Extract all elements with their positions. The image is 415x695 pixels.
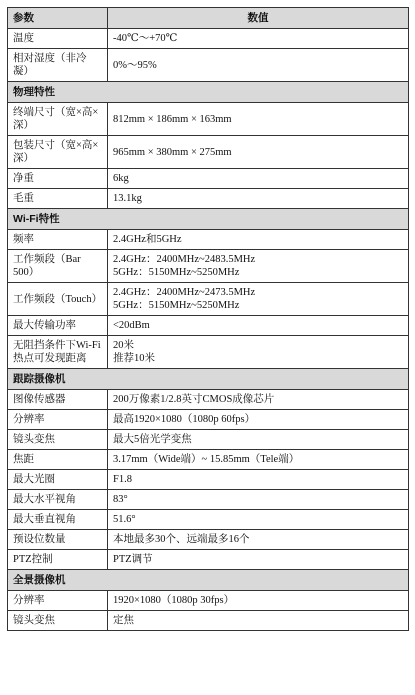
table-row: [8, 430, 409, 450]
table-row: [8, 591, 409, 611]
table-row: [8, 230, 409, 250]
row-value-line: 5GHz：5150MHz~5250MHz: [113, 300, 240, 311]
row-label: 频率: [8, 230, 108, 250]
row-label: 镜头变焦: [8, 430, 108, 450]
row-label: 最大水平视角: [8, 490, 108, 510]
row-value: [108, 283, 409, 316]
row-value: [108, 336, 409, 369]
row-value: 最大5倍光学变焦: [108, 430, 409, 450]
row-label: 净重: [8, 169, 108, 189]
row-label: 毛重: [8, 189, 108, 209]
table-row: [8, 336, 409, 369]
table-row: [8, 510, 409, 530]
section-row: [8, 209, 409, 230]
row-value-line: 2.4GHz：2400MHz~2483.5MHz: [113, 254, 256, 265]
row-label: 最大光圈: [8, 470, 108, 490]
row-value: 3.17mm（Wide端）~ 15.85mm（Tele端）: [108, 450, 409, 470]
row-label: 包装尺寸（宽×高×深）: [8, 136, 108, 169]
row-label: 温度: [8, 29, 108, 49]
row-label: 图像传感器: [8, 390, 108, 410]
row-value: F1.8: [108, 470, 409, 490]
section-title: 跟踪摄像机: [8, 369, 409, 390]
row-value: 6kg: [108, 169, 409, 189]
row-label: 焦距: [8, 450, 108, 470]
row-label: 终端尺寸（宽×高×深）: [8, 103, 108, 136]
row-label: 镜头变焦: [8, 611, 108, 631]
table-row: [8, 530, 409, 550]
row-value: PTZ调节: [108, 550, 409, 570]
row-value-line: 5GHz：5150MHz~5250MHz: [113, 267, 240, 278]
row-label: 无阻挡条件下Wi-Fi热点可发现距离: [8, 336, 108, 369]
row-value-line: 2.4GHz：2400MHz~2473.5MHz: [113, 287, 256, 298]
row-label: 相对湿度（非冷凝）: [8, 49, 108, 82]
row-label: 最大传输功率: [8, 316, 108, 336]
table-row: [8, 611, 409, 631]
row-value: 最高1920×1080（1080p 60fps）: [108, 410, 409, 430]
spec-table-container: [7, 7, 408, 631]
row-value: 13.1kg: [108, 189, 409, 209]
row-label: 工作频段（Bar 500）: [8, 250, 108, 283]
table-row: [8, 49, 409, 82]
table-row: [8, 136, 409, 169]
header-param: 参数: [8, 8, 108, 29]
row-value: 200万像素1/2.8英寸CMOS成像芯片: [108, 390, 409, 410]
table-row: [8, 189, 409, 209]
row-value: 2.4GHz和5GHz: [108, 230, 409, 250]
row-value: 定焦: [108, 611, 409, 631]
row-value: 1920×1080（1080p 30fps）: [108, 591, 409, 611]
table-row: [8, 250, 409, 283]
row-label: PTZ控制: [8, 550, 108, 570]
section-row: [8, 82, 409, 103]
row-value-line: 推荐10米: [113, 353, 155, 364]
table-row: [8, 450, 409, 470]
row-value: 83°: [108, 490, 409, 510]
row-label: 预设位数量: [8, 530, 108, 550]
row-value: 965mm × 380mm × 275mm: [108, 136, 409, 169]
row-value: [108, 250, 409, 283]
table-row: [8, 470, 409, 490]
section-title: 全景摄像机: [8, 570, 409, 591]
row-label: 分辨率: [8, 410, 108, 430]
row-label: 工作频段（Touch）: [8, 283, 108, 316]
row-value: 本地最多30个、远端最多16个: [108, 530, 409, 550]
table-header-row: [8, 8, 409, 29]
table-row: [8, 490, 409, 510]
table-row: [8, 169, 409, 189]
header-value: 数值: [108, 8, 409, 29]
table-row: [8, 29, 409, 49]
table-row: [8, 103, 409, 136]
spec-table: [7, 7, 409, 631]
row-value: 51.6°: [108, 510, 409, 530]
section-title: 物理特性: [8, 82, 409, 103]
section-title: Wi-Fi特性: [8, 209, 409, 230]
section-row: [8, 369, 409, 390]
row-label: 最大垂直视角: [8, 510, 108, 530]
row-value-line: 20米: [113, 340, 134, 351]
table-row: [8, 316, 409, 336]
row-value: 812mm × 186mm × 163mm: [108, 103, 409, 136]
row-value: 0%～95%: [108, 49, 409, 82]
section-row: [8, 570, 409, 591]
row-label: 分辨率: [8, 591, 108, 611]
table-row: [8, 410, 409, 430]
table-row: [8, 283, 409, 316]
row-value: <20dBm: [108, 316, 409, 336]
table-row: [8, 550, 409, 570]
table-row: [8, 390, 409, 410]
row-value: -40℃～+70℃: [108, 29, 409, 49]
